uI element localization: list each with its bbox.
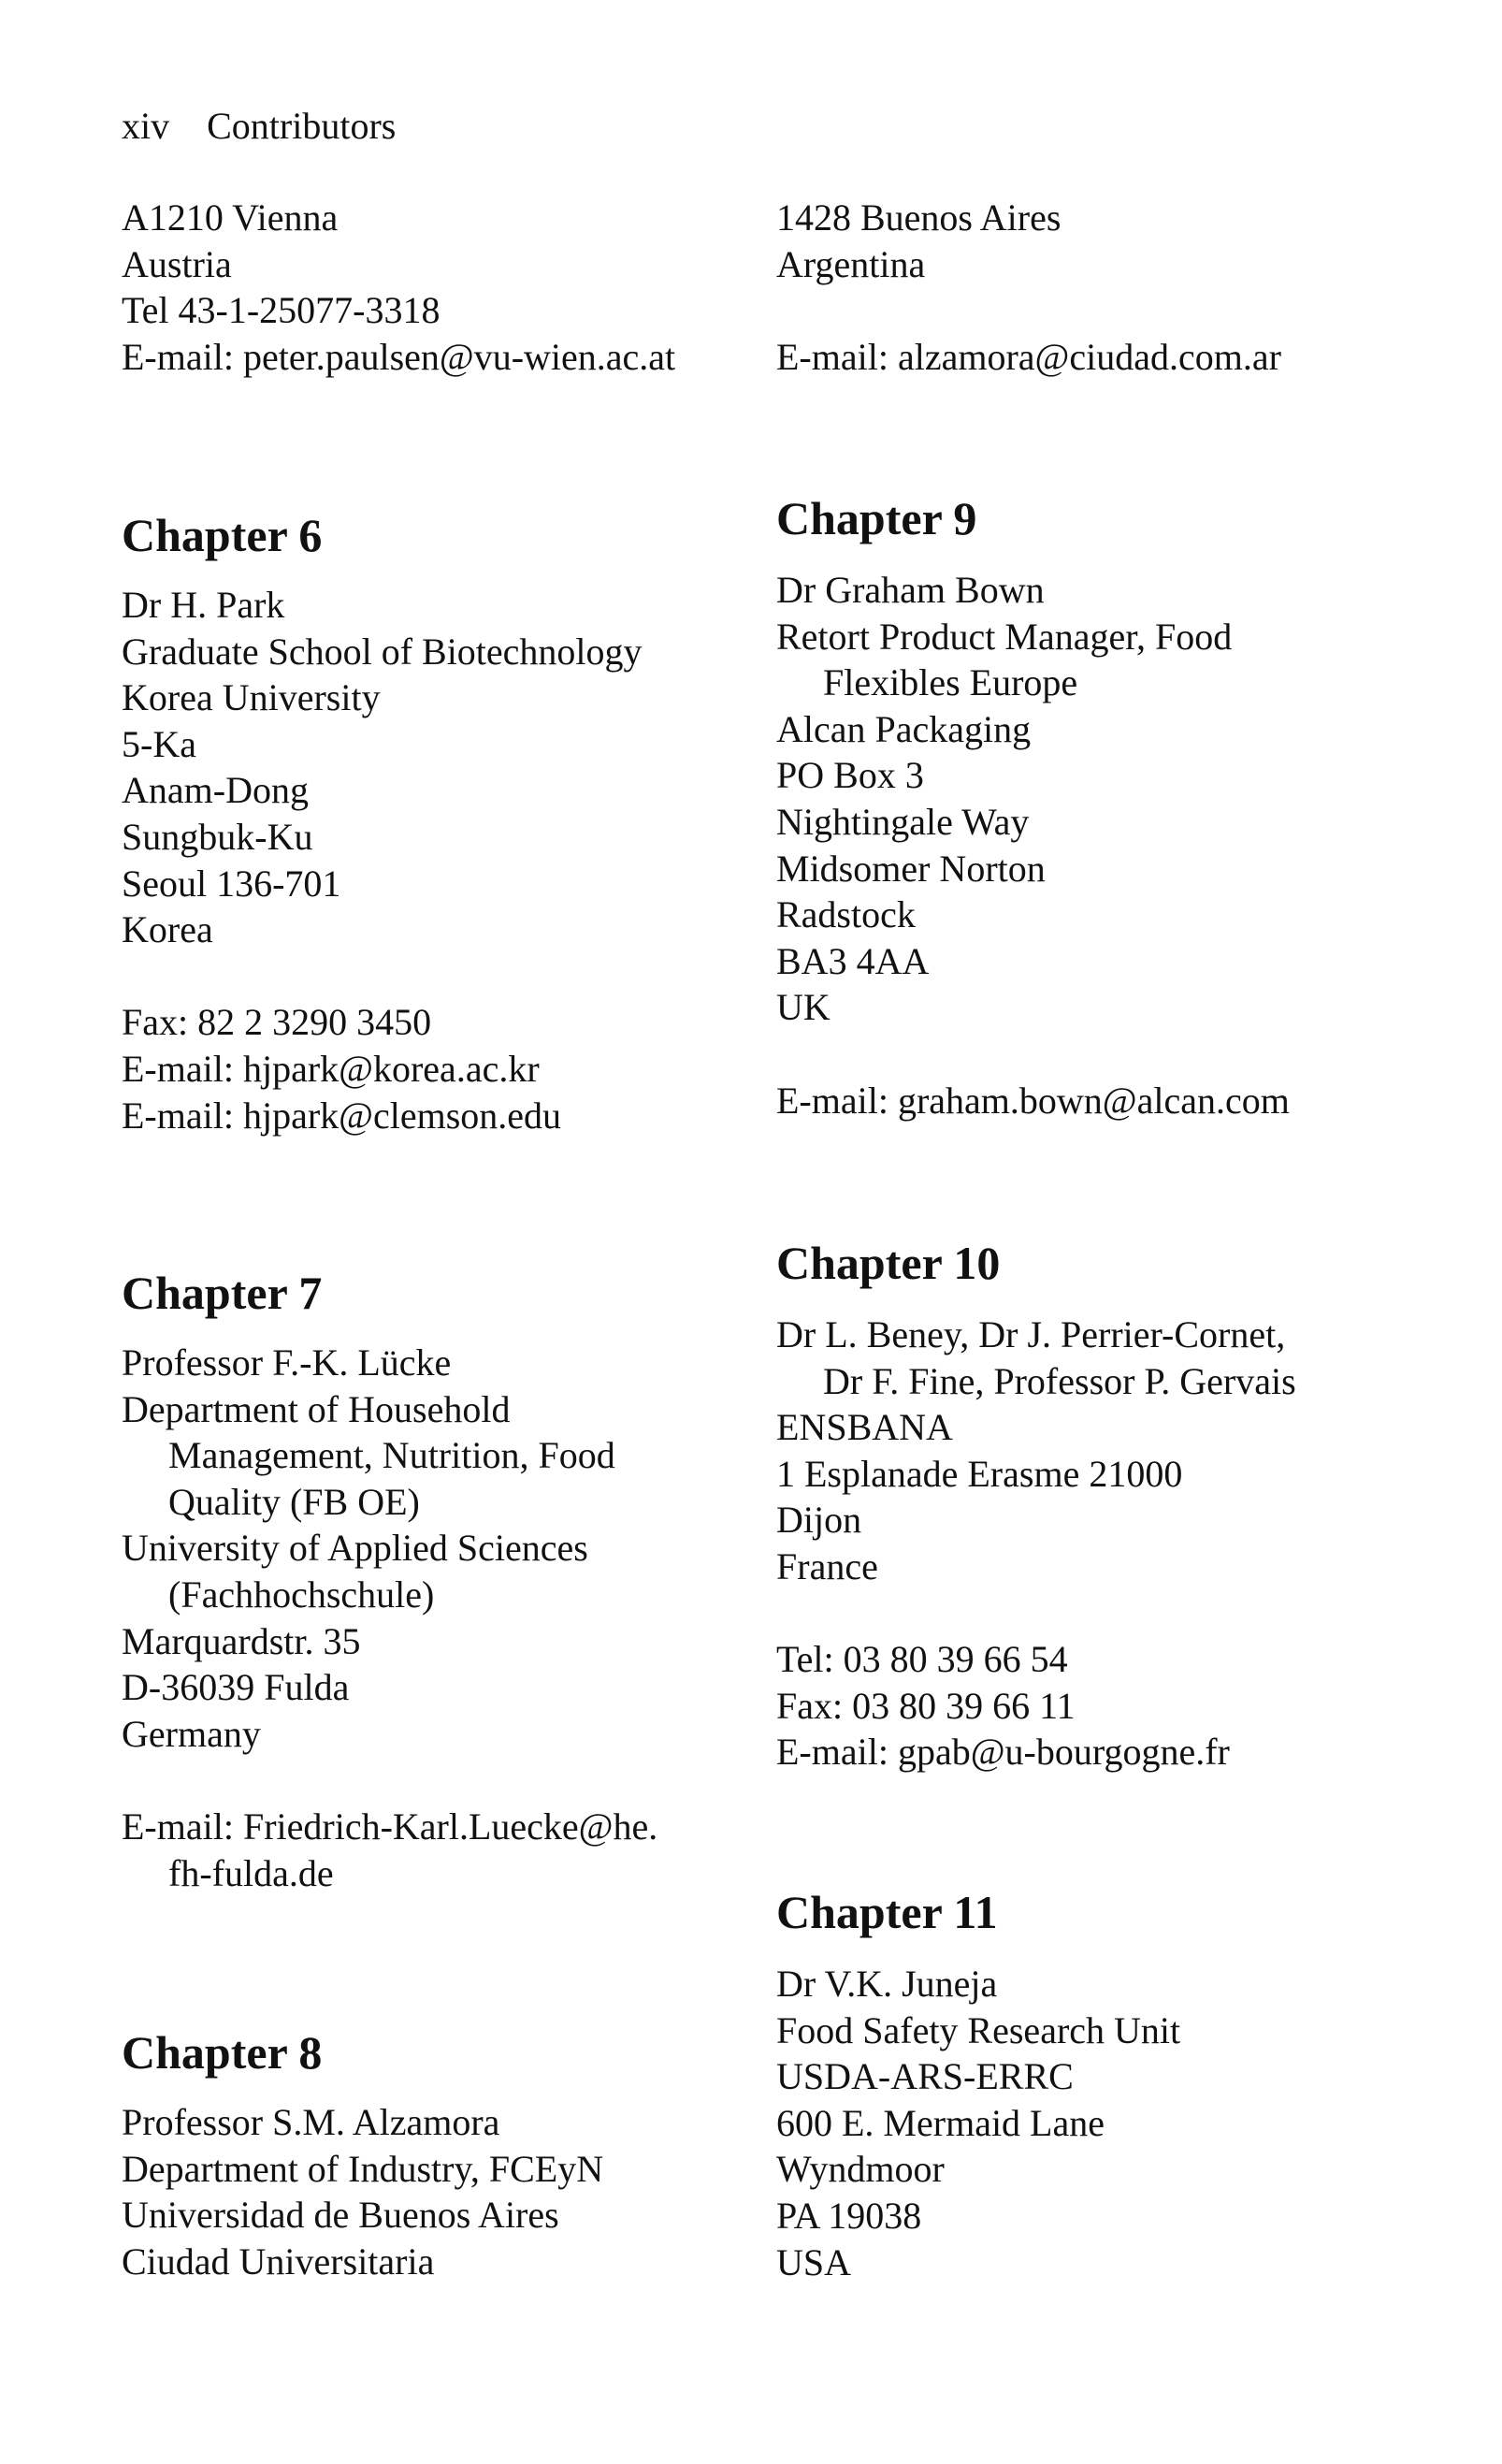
chapter-9-contributor [776,567,1290,1123]
address-line: A1210 Vienna [122,196,339,239]
email-line: E-mail: Friedrich-Karl.Luecke@he. [122,1805,658,1848]
email-line: E-mail: peter.paulsen@vu-wien.ac.at [122,335,676,378]
address-line: (Fachhochschule) [168,1573,435,1616]
address-line: Wyndmoor [776,2148,945,2191]
address-line: Universidad de Buenos Aires [122,2194,559,2237]
address-line: UK [776,986,830,1029]
page-number: xiv [122,105,170,147]
chapter-6-contributor [122,582,643,1138]
address-line: Graduate School of Biotechnology [122,630,643,673]
address-line: PO Box 3 [776,754,924,797]
address-line: Flexibles Europe [823,661,1078,704]
address-line: 1 Esplanade Erasme 21000 [776,1452,1183,1495]
address-line: Food Safety Research Unit [776,2008,1181,2051]
address-line: Nightingale Way [776,800,1030,843]
chapter-7-contributor [122,1340,657,1896]
address-line: Germany [122,1712,261,1755]
address-line: 5-Ka [122,722,196,765]
address-line: Argentina [776,242,926,285]
fax-line: Fax: 82 2 3290 3450 [122,1001,432,1044]
address-line: 600 E. Mermaid Lane [776,2101,1105,2144]
continued-address-right [776,195,1281,380]
address-line: BA3 4AA [776,939,930,982]
email-line: E-mail: graham.bown@alcan.com [776,1079,1290,1122]
address-line: Austria [122,242,232,285]
address-line: Sungbuk-Ku [122,815,313,858]
chapter-8-contributor [122,2099,603,2284]
address-line: Retort Product Manager, Food [776,615,1233,658]
chapter-11-heading: Chapter 11 [776,1886,998,1938]
address-line: Korea University [122,676,381,719]
email-line: E-mail: alzamora@ciudad.com.ar [776,335,1281,378]
contributor-name: Professor S.M. Alzamora [122,2101,500,2143]
address-line: Management, Nutrition, Food [168,1434,615,1477]
chapter-10-heading: Chapter 10 [776,1237,1001,1289]
address-line: University of Applied Sciences [122,1527,588,1570]
address-line: USDA-ARS-ERRC [776,2055,1074,2098]
contributor-name: Dr V.K. Juneja [776,1963,998,2005]
email-line-continued: fh-fulda.de [168,1851,334,1894]
address-line: Alcan Packaging [776,707,1032,750]
chapter-9-heading: Chapter 9 [776,492,977,544]
address-line: D-36039 Fulda [122,1666,350,1709]
running-head [122,103,396,150]
address-line: Department of Industry, FCEyN [122,2147,604,2190]
contributor-names: Dr L. Beney, Dr J. Perrier-Cornet, [776,1313,1286,1355]
address-line: 1428 Buenos Aires [776,196,1062,239]
phone-line: Tel 43-1-25077-3318 [122,289,440,332]
contributor-name: Dr Graham Bown [776,569,1045,611]
phone-line: Tel: 03 80 39 66 54 [776,1638,1068,1681]
address-line: Midsomer Norton [776,847,1046,890]
address-line: Dijon [776,1499,862,1542]
address-line: USA [776,2240,852,2283]
address-line: Ciudad Universitaria [122,2239,435,2283]
fax-line: Fax: 03 80 39 66 11 [776,1684,1076,1727]
running-head-title: Contributors [207,105,397,147]
address-line: Marquardstr. 35 [122,1619,361,1662]
email-line: E-mail: hjpark@clemson.edu [122,1094,562,1137]
address-line: Department of Household [122,1387,511,1430]
chapter-6-heading: Chapter 6 [122,509,323,561]
continued-address-left [122,195,675,380]
email-line: E-mail: hjpark@korea.ac.kr [122,1047,540,1090]
email-line: E-mail: gpab@u-bourgogne.fr [776,1731,1230,1774]
address-line: ENSBANA [776,1406,953,1449]
address-line: Seoul 136-701 [122,862,341,905]
address-line: PA 19038 [776,2194,922,2237]
address-line: Quality (FB OE) [168,1480,420,1523]
address-line: Radstock [776,893,916,936]
contributor-name: Dr H. Park [122,584,285,626]
contributor-name: Professor F.-K. Lücke [122,1341,452,1384]
address-line: Anam-Dong [122,769,309,812]
chapter-10-contributor [776,1312,1296,1776]
address-line: France [776,1544,878,1587]
address-line: Korea [122,908,213,951]
chapter-8-heading: Chapter 8 [122,2026,323,2079]
contributor-names: Dr F. Fine, Professor P. Gervais [823,1359,1296,1402]
chapter-11-contributor [776,1961,1180,2285]
chapter-7-heading: Chapter 7 [122,1267,323,1319]
